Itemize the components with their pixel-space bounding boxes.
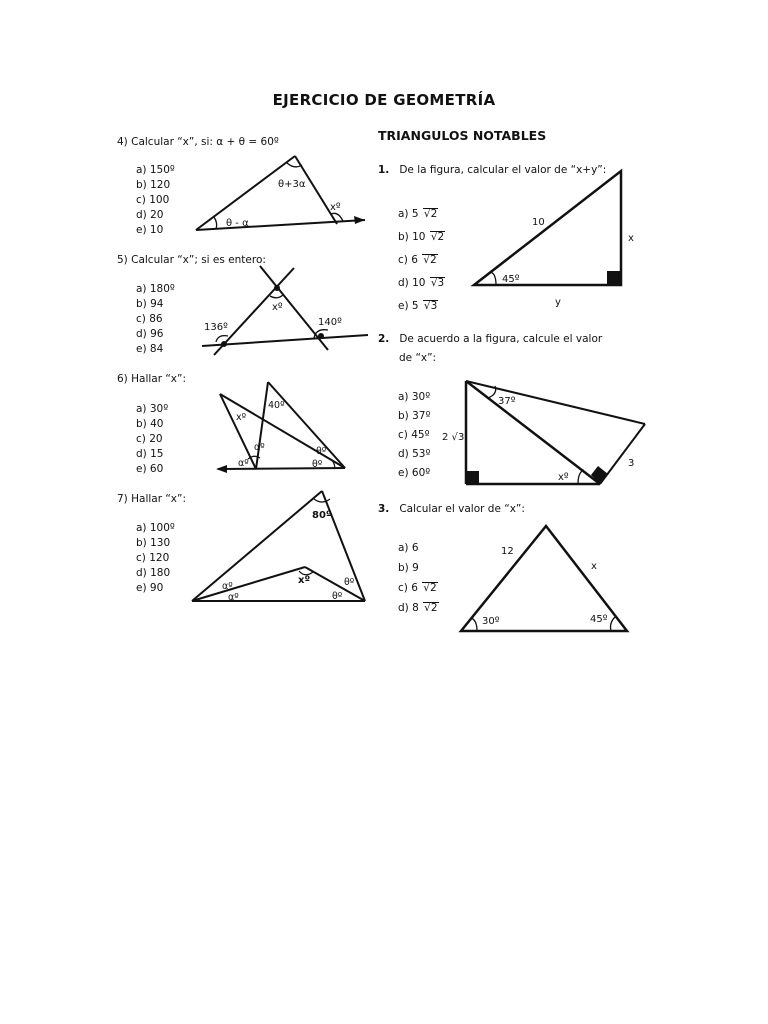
option-c: c) 45º bbox=[398, 429, 430, 441]
option-label: d) 10 bbox=[398, 277, 426, 289]
label-hypotenuse: 10 bbox=[532, 217, 545, 228]
option-b bbox=[398, 226, 445, 249]
label-12: 12 bbox=[501, 546, 514, 557]
label-x: xº bbox=[298, 575, 311, 586]
option-label: c) 6 bbox=[398, 582, 418, 594]
figure-q6 bbox=[212, 378, 352, 478]
figure-q1 bbox=[470, 165, 645, 310]
option-a: a) 180º bbox=[136, 283, 175, 295]
question-2 bbox=[378, 333, 602, 345]
label-80: 80º bbox=[312, 510, 332, 521]
option-a: a) 150º bbox=[136, 164, 175, 176]
label-x: xº bbox=[330, 202, 341, 213]
option-c bbox=[398, 578, 439, 598]
question-4: 4) Calcular “x”, si: α + θ = 60º bbox=[117, 136, 279, 148]
option-e: e) 84 bbox=[136, 343, 164, 355]
option-c: c) 86 bbox=[136, 313, 163, 325]
option-c: c) 20 bbox=[136, 433, 163, 445]
option-d: d) 20 bbox=[136, 209, 164, 221]
question-5: 5) Calcular “x”; si es entero: bbox=[117, 254, 266, 266]
label-45: 45º bbox=[590, 614, 608, 625]
options-q4 bbox=[136, 163, 175, 238]
label-30: 30º bbox=[482, 616, 500, 627]
label-theta-2: θº bbox=[312, 459, 323, 470]
option-label: e) 5 bbox=[398, 300, 419, 312]
label-x: xº bbox=[558, 472, 569, 483]
option-b: b) 94 bbox=[136, 298, 164, 310]
option-d bbox=[398, 272, 445, 295]
label-theta-1: θº bbox=[316, 446, 327, 457]
question-text: De la figura, calcular el valor de “x+y”: bbox=[399, 164, 607, 176]
question-number: 2. bbox=[378, 333, 390, 345]
figure-q4 bbox=[190, 150, 370, 245]
option-d: d) 96 bbox=[136, 328, 164, 340]
option-b: b) 130 bbox=[136, 537, 171, 549]
question-number: 3. bbox=[378, 503, 390, 515]
label-left-side: 2 √3 bbox=[442, 432, 465, 443]
option-a: a) 30º bbox=[136, 403, 169, 415]
option-a: a) 30º bbox=[398, 391, 431, 403]
option-c bbox=[398, 249, 445, 272]
radicand: √2 bbox=[430, 231, 445, 243]
option-e: e) 60 bbox=[136, 463, 164, 475]
option-d: d) 53º bbox=[398, 448, 431, 460]
label-136: 136º bbox=[204, 322, 228, 333]
options-q5 bbox=[136, 282, 175, 357]
figure-q7 bbox=[188, 485, 373, 610]
question-7: 7) Hallar “x”: bbox=[117, 493, 186, 505]
label-alpha-2: αº bbox=[228, 592, 239, 603]
option-b: b) 40 bbox=[136, 418, 164, 430]
radicand: √3 bbox=[423, 300, 438, 312]
label-angle: 45º bbox=[502, 274, 520, 285]
label-alpha-1: αº bbox=[222, 581, 233, 592]
options-q6 bbox=[136, 402, 168, 477]
question-6: 6) Hallar “x”: bbox=[117, 373, 186, 385]
label-theta-1: θº bbox=[344, 577, 355, 588]
label-theta-2: θº bbox=[332, 591, 343, 602]
label-alpha-1: αº bbox=[254, 442, 265, 453]
option-b: b) 9 bbox=[398, 562, 419, 574]
options-q7 bbox=[136, 521, 175, 596]
radicand: √2 bbox=[423, 582, 437, 594]
figure-q2 bbox=[438, 374, 650, 489]
figure-q3 bbox=[455, 520, 635, 638]
label-alpha-2: αº bbox=[238, 458, 249, 469]
label-y: y bbox=[555, 297, 561, 308]
option-d bbox=[398, 598, 439, 618]
option-e bbox=[398, 295, 445, 318]
options-q1 bbox=[398, 203, 445, 318]
radicand: √2 bbox=[424, 602, 438, 614]
option-b: b) 120 bbox=[136, 179, 171, 191]
option-e: e) 10 bbox=[136, 224, 164, 236]
label-40: 40º bbox=[268, 400, 285, 411]
label-top: θ+3α bbox=[278, 179, 306, 190]
question-2-cont: de “x”: bbox=[399, 352, 437, 364]
question-text: De acuerdo a la figura, calcule el valor bbox=[399, 333, 603, 345]
option-label: d) 8 bbox=[398, 602, 419, 614]
radicand: √2 bbox=[423, 254, 437, 266]
radicand: √2 bbox=[423, 208, 438, 220]
page-title: EJERCICIO DE GEOMETRÍA bbox=[272, 91, 496, 109]
label-x: xº bbox=[236, 412, 247, 423]
option-a: a) 100º bbox=[136, 522, 175, 534]
option-e: e) 90 bbox=[136, 582, 164, 594]
section-heading: TRIANGULOS NOTABLES bbox=[378, 128, 547, 143]
figure-q5 bbox=[198, 262, 373, 362]
question-3 bbox=[378, 503, 525, 515]
option-d: d) 180 bbox=[136, 567, 171, 579]
label-140: 140º bbox=[318, 317, 342, 328]
options-q2 bbox=[398, 388, 430, 483]
radicand: √3 bbox=[430, 277, 445, 289]
option-label: b) 10 bbox=[398, 231, 426, 243]
question-text: Calcular el valor de “x”: bbox=[399, 503, 525, 515]
options-q3 bbox=[398, 538, 439, 618]
option-b: b) 37º bbox=[398, 410, 431, 422]
option-label: c) 6 bbox=[398, 254, 418, 266]
label-x: xº bbox=[272, 302, 283, 313]
label-bottom: θ - α bbox=[226, 218, 249, 229]
option-a: a) 6 bbox=[398, 542, 419, 554]
option-a bbox=[398, 203, 445, 226]
option-c: c) 100 bbox=[136, 194, 170, 206]
label-3: 3 bbox=[628, 458, 635, 469]
question-number: 1. bbox=[378, 164, 390, 176]
option-e: e) 60º bbox=[398, 467, 431, 479]
label-x: x bbox=[591, 561, 597, 572]
option-label: a) 5 bbox=[398, 208, 419, 220]
option-d: d) 15 bbox=[136, 448, 164, 460]
option-c: c) 120 bbox=[136, 552, 170, 564]
label-x: x bbox=[628, 233, 634, 244]
label-37: 37º bbox=[498, 396, 516, 407]
